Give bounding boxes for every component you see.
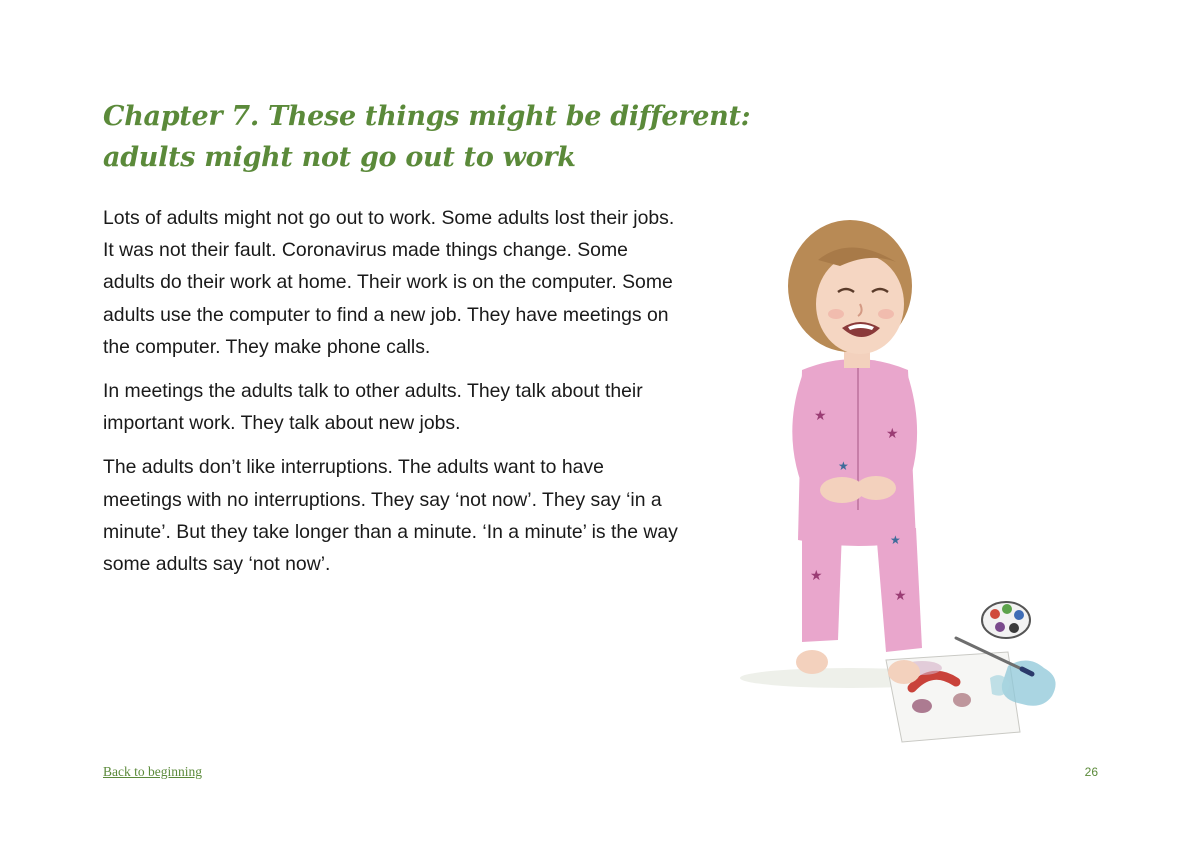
right-foot: [888, 660, 920, 684]
paragraph-3: The adults don’t like interruptions. The adults want to have meetings with no interruptions. They say ‘not now’. They say ‘in a minute’. But they take longer than a minute. ‘In a minute’ is the way some adults say ‘not now’.: [103, 456, 678, 576]
mauve-paint-blob: [953, 693, 971, 707]
chapter-title: [103, 96, 751, 178]
star-pattern-2: ★: [886, 426, 899, 442]
star-pattern-1: ★: [814, 408, 827, 424]
star-pattern-6: ★: [890, 533, 901, 547]
left-foot: [796, 650, 828, 674]
paragraph-1: Lots of adults might not go out to work. Some adults lost their jobs. It was not their fault. Coronavirus made things change. Some adults do their work at home. Their work is on the computer. Some adults use the computer to find a new job. They have meetings on the computer. They make phone calls.: [103, 207, 675, 358]
blue-paint-splash: [1002, 660, 1056, 705]
green-paint-well: [1002, 604, 1012, 614]
purple-paint-blob: [912, 699, 932, 713]
red-paint-well: [990, 609, 1000, 619]
left-leg: [802, 530, 842, 642]
crying-toddler-illustration: [690, 200, 1110, 760]
star-pattern-5: ★: [894, 588, 907, 604]
chapter-title-line-2: adults might not go out to work: [103, 142, 576, 173]
right-cheek-blush: [878, 309, 894, 319]
chapter-title-line-1: Chapter 7. These things might be different:: [103, 101, 751, 132]
left-cheek-blush: [828, 309, 844, 319]
paragraph-2: In meetings the adults talk to other adults. They talk about their important work. They talk about new jobs.: [103, 380, 643, 435]
chapter-body: [103, 202, 678, 592]
page-number: 26: [1084, 765, 1098, 779]
black-paint-well: [1009, 623, 1019, 633]
purple-paint-well: [995, 622, 1005, 632]
star-pattern-4: ★: [810, 568, 823, 584]
star-pattern-3: ★: [838, 459, 849, 473]
back-to-beginning-link[interactable]: Back to beginning: [103, 764, 202, 779]
right-hand: [856, 476, 896, 500]
blue-paint-well: [1014, 610, 1024, 620]
